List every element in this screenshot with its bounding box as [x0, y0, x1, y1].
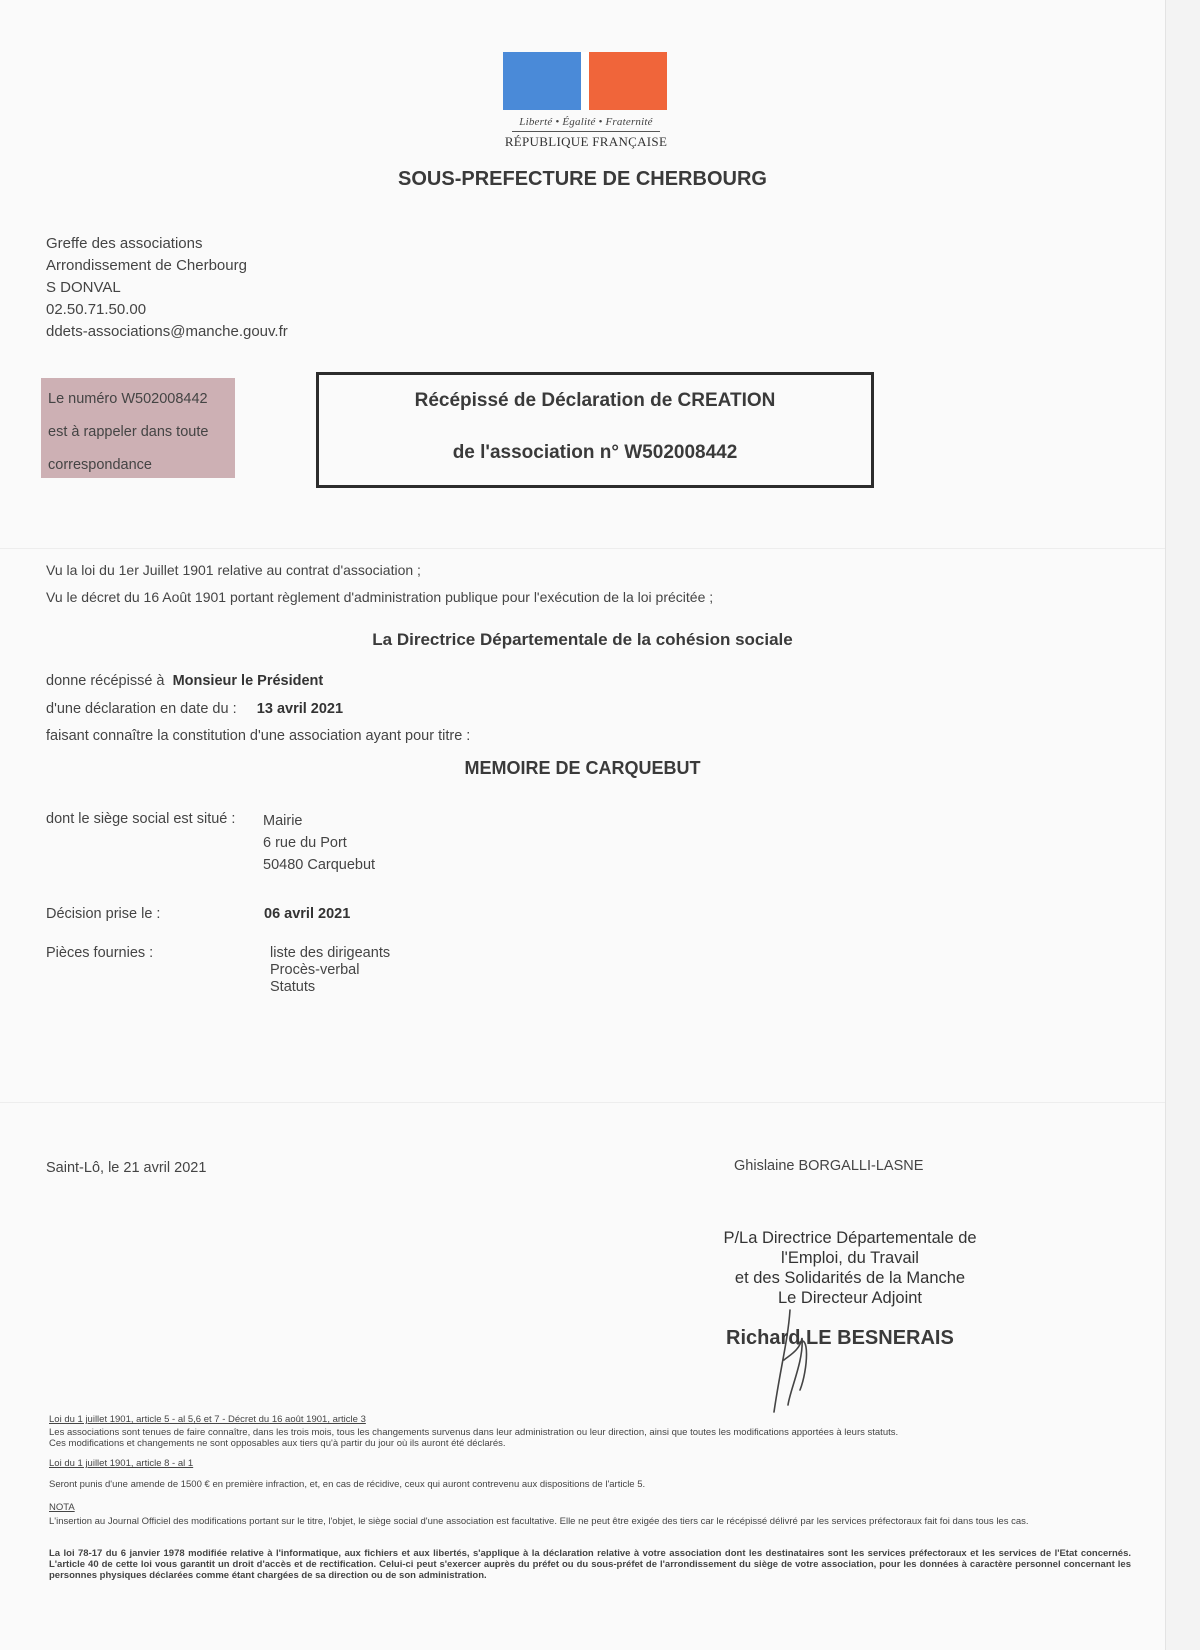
decision-date-value: 06 avril 2021: [264, 906, 351, 922]
role-line: l'Emploi, du Travail: [781, 1249, 919, 1267]
legal-reference-line: Vu le décret du 16 Août 1901 portant règlement d'administration publique pour l'exécution de la loi précitée ;: [46, 589, 714, 605]
document-item: Procès-verbal: [270, 962, 360, 978]
declaration-date-row: [46, 701, 343, 717]
contact-line: Arrondissement de Cherbourg: [46, 257, 247, 274]
footer-text: Seront punis d'une amende de 1500 € en première infraction, et, en cas de récidive, ceux qui auront contrevenu aux dispositions de l'article 5.: [49, 1479, 646, 1490]
footer-data-protection: [49, 1548, 1131, 1581]
data-protection-paragraph: La loi 78-17 du 6 janvier 1978 modifiée relative à l'informatique, aux fichiers et aux libertés, s'applique à la déclaration relative à votre association dont les destinataires sont les services préfectoraux et les services de l'Etat concernés. L'article 40 de cette loi vous garantit un droit d'accès et de rectification. Celui-ci peut s'exercer auprès du préfet ou du sous-préfet de l'arrondissement du siège de votre association, pour les données à caractère personnel concernant les personnes physiques déclarées comme étant chargées de sa direction ou de son administration.: [49, 1548, 1131, 1581]
legal-reference-line: Vu la loi du 1er Juillet 1901 relative au contrat d'association ;: [46, 562, 421, 578]
notice-line: Le numéro W502008442: [48, 391, 208, 407]
address-line: Mairie: [263, 813, 303, 829]
agent-name: Ghislaine BORGALLI-LASNE: [734, 1158, 924, 1174]
reference-notice: [41, 378, 235, 478]
recipient-row: [46, 673, 323, 689]
place-and-date: Saint-Lô, le 21 avril 2021: [46, 1160, 207, 1176]
issuing-authority: La Directrice Départementale de la cohésion sociale: [372, 630, 793, 649]
contact-email: ddets-associations@manche.gouv.fr: [46, 323, 288, 340]
recipient-label: donne récépissé à: [46, 673, 165, 689]
address-line: 6 rue du Port: [263, 835, 347, 851]
contact-block: [46, 233, 288, 343]
marianne-flag-icon: [503, 52, 667, 110]
handwritten-signature-icon: [760, 1300, 830, 1420]
contact-line: Greffe des associations: [46, 235, 203, 252]
registered-office-label: dont le siège social est situé :: [46, 811, 236, 827]
republic-motto: Liberté • Égalité • Fraternité: [519, 116, 653, 128]
contact-phone: 02.50.71.50.00: [46, 301, 147, 318]
office-title: SOUS-PREFECTURE DE CHERBOURG: [398, 168, 767, 190]
nota-paragraph: L'insertion au Journal Officiel des modifications portant sur le titre, l'objet, le siège social d'une association est facultative. Elle ne peut être exigée des tiers car le récépissé délivré par les services préfectoraux fait foi dans tous les cas.: [49, 1516, 1029, 1527]
signatory-role: [710, 1228, 990, 1308]
documents-list: [270, 945, 390, 996]
declaration-date-label: d'une déclaration en date du :: [46, 701, 237, 717]
footer-text: Ces modifications et changements ne sont opposables aux tiers qu'à partir du jour où ils auront été déclarés.: [49, 1438, 506, 1449]
republic-name: RÉPUBLIQUE FRANÇAISE: [504, 134, 668, 149]
document-item: liste des dirigeants: [270, 945, 391, 961]
receipt-title-line: Récépissé de Déclaration de CREATION: [414, 390, 776, 411]
recipient-value: Monsieur le Président: [172, 673, 324, 689]
role-line: Le Directeur Adjoint: [778, 1289, 922, 1307]
documents-label: Pièces fournies :: [46, 945, 154, 961]
signer-name: Richard LE BESNERAIS: [726, 1327, 954, 1349]
footer-text: Les associations sont tenues de faire connaître, dans les trois mois, tous les changements survenus dans leur administration ou leur direction, ainsi que toutes les modifications apportées à leurs statuts.: [49, 1427, 899, 1438]
association-name: MEMOIRE DE CARQUEBUT: [464, 758, 701, 778]
address-line: 50480 Carquebut: [263, 857, 376, 873]
notice-line: correspondance: [48, 457, 152, 473]
contact-line: S DONVAL: [46, 279, 121, 296]
document-item: Statuts: [270, 979, 316, 995]
logo-divider: [512, 131, 660, 132]
decision-label: Décision prise le :: [46, 906, 161, 922]
constitution-line: faisant connaître la constitution d'une association ayant pour titre :: [46, 728, 471, 744]
registered-office-address: [263, 810, 375, 876]
notice-line: est à rappeler dans toute: [48, 424, 209, 440]
role-line: P/La Directrice Départementale de: [723, 1229, 977, 1247]
paper-fold-line: [0, 548, 1165, 549]
footer-legal-reference: Loi du 1 juillet 1901, article 8 - al 1: [49, 1458, 194, 1469]
receipt-title-box: [316, 372, 874, 488]
role-line: et des Solidarités de la Manche: [734, 1269, 966, 1287]
decision-date-wrapper: [264, 906, 350, 922]
footer-nota-text: [49, 1516, 1131, 1527]
republique-francaise-logo: [500, 52, 672, 150]
receipt-association-number: de l'association n° W502008442: [452, 442, 738, 463]
declaration-date-value: 13 avril 2021: [256, 701, 344, 717]
footer-nota-label: NOTA: [49, 1502, 75, 1513]
footer-legal-reference: Loi du 1 juillet 1901, article 5 - al 5,6 et 7 - Décret du 16 août 1901, article 3: [49, 1414, 366, 1425]
paper-fold-line: [0, 1102, 1165, 1103]
